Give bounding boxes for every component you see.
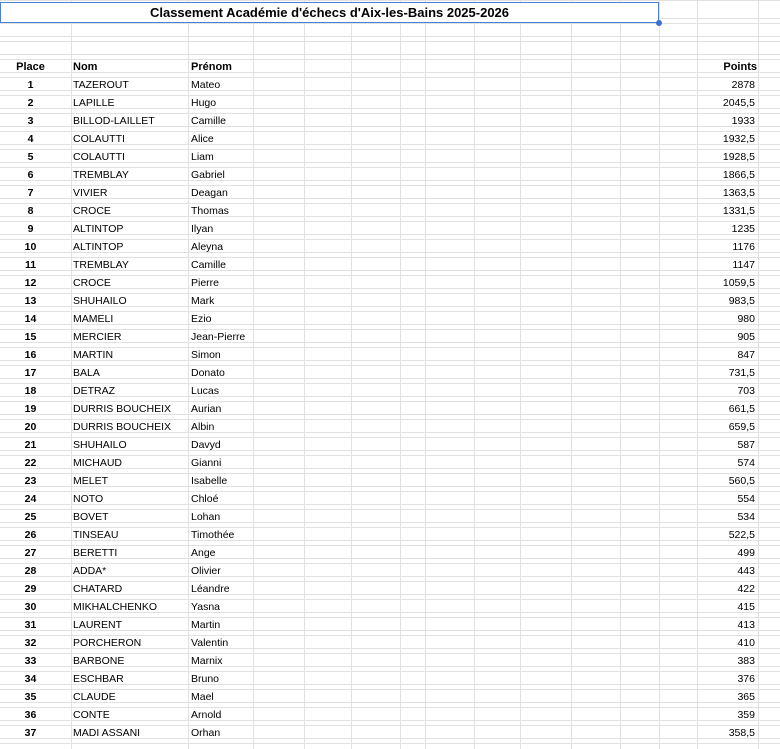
- cell-nom[interactable]: SHUHAILO: [73, 439, 127, 451]
- cell-prenom[interactable]: Alice: [191, 133, 214, 145]
- cell-prenom[interactable]: Lucas: [191, 385, 220, 397]
- cell-points[interactable]: 554: [737, 493, 755, 505]
- cell-points[interactable]: 980: [737, 313, 755, 325]
- cell-place[interactable]: 24: [24, 493, 37, 505]
- cell-place[interactable]: 14: [24, 313, 37, 325]
- cell-prenom[interactable]: Orhan: [191, 727, 221, 739]
- row-gridline: [0, 545, 780, 546]
- cell-nom[interactable]: CLAUDE: [73, 691, 116, 703]
- cell-points[interactable]: 905: [737, 331, 755, 343]
- row-gridline: [0, 383, 780, 384]
- cell-prenom[interactable]: Camille: [191, 259, 227, 271]
- cell-place[interactable]: 7: [27, 187, 34, 199]
- row-gridline: [0, 77, 780, 78]
- cell-prenom[interactable]: Ezio: [191, 313, 212, 325]
- cell-prenom[interactable]: Pierre: [191, 277, 220, 289]
- cell-points[interactable]: 1928,5: [722, 151, 755, 163]
- cell-nom[interactable]: TREMBLAY: [73, 169, 129, 181]
- cell-prenom[interactable]: Gianni: [191, 457, 222, 469]
- cell-nom[interactable]: BERETTI: [73, 547, 118, 559]
- row-gridline: [0, 365, 780, 366]
- cell-prenom[interactable]: Albin: [191, 421, 215, 433]
- cell-nom[interactable]: MICHAUD: [73, 457, 122, 469]
- cell-place[interactable]: 28: [24, 565, 37, 577]
- cell-place[interactable]: 12: [24, 277, 37, 289]
- cell-nom[interactable]: DURRIS BOUCHEIX: [73, 403, 172, 415]
- cell-place[interactable]: 36: [24, 709, 37, 721]
- cell-nom[interactable]: CROCE: [73, 277, 111, 289]
- cell-prenom[interactable]: Timothée: [191, 529, 235, 541]
- cell-nom[interactable]: CROCE: [73, 205, 111, 217]
- cell-points[interactable]: 2878: [731, 79, 755, 91]
- cell-prenom[interactable]: Arnold: [191, 709, 222, 721]
- row-gridline: [0, 437, 780, 438]
- cell-nom[interactable]: ESCHBAR: [73, 673, 124, 685]
- cell-prenom[interactable]: Olivier: [191, 565, 221, 577]
- cell-place[interactable]: 18: [24, 385, 37, 397]
- cell-points[interactable]: 410: [737, 637, 755, 649]
- cell-place[interactable]: 21: [24, 439, 37, 451]
- cell-points[interactable]: 703: [737, 385, 755, 397]
- cell-nom[interactable]: COLAUTTI: [73, 151, 125, 163]
- header-points[interactable]: Points: [723, 61, 757, 73]
- cell-points[interactable]: 731,5: [728, 367, 755, 379]
- row-gridline: [0, 419, 780, 420]
- cell-prenom[interactable]: Valentin: [191, 637, 229, 649]
- row-gridline: [0, 275, 780, 276]
- cell-prenom[interactable]: Simon: [191, 349, 221, 361]
- row-gridline: [0, 689, 780, 690]
- cell-nom[interactable]: MERCIER: [73, 331, 122, 343]
- cell-place[interactable]: 35: [24, 691, 37, 703]
- cell-place[interactable]: 2: [27, 97, 34, 109]
- cell-points[interactable]: 1059,5: [722, 277, 755, 289]
- row-gridline: [0, 635, 780, 636]
- cell-nom[interactable]: VIVIER: [73, 187, 108, 199]
- cell-place[interactable]: 3: [27, 115, 34, 127]
- cell-prenom[interactable]: Liam: [191, 151, 214, 163]
- cell-nom[interactable]: ADDA*: [73, 565, 107, 577]
- cell-nom[interactable]: NOTO: [73, 493, 104, 505]
- row-gridline: [0, 599, 780, 600]
- cell-points[interactable]: 983,5: [728, 295, 755, 307]
- cell-points[interactable]: 1932,5: [722, 133, 755, 145]
- cell-nom[interactable]: BALA: [73, 367, 100, 379]
- cell-nom[interactable]: MARTIN: [73, 349, 114, 361]
- row-gridline: [0, 257, 780, 258]
- row-gridline: [0, 491, 780, 492]
- row-gridline: [0, 311, 780, 312]
- cell-points[interactable]: 359: [737, 709, 755, 721]
- cell-place[interactable]: 37: [24, 727, 37, 739]
- row-gridline: [0, 149, 780, 150]
- title-cell[interactable]: [0, 2, 659, 23]
- cell-prenom[interactable]: Isabelle: [191, 475, 228, 487]
- cell-prenom[interactable]: Jean-Pierre: [191, 331, 246, 343]
- cell-points[interactable]: 1933: [731, 115, 755, 127]
- cell-nom[interactable]: MADI ASSANI: [73, 727, 141, 739]
- cell-nom[interactable]: ALTINTOP: [73, 241, 124, 253]
- cell-nom[interactable]: CONTE: [73, 709, 110, 721]
- cell-prenom[interactable]: Martin: [191, 619, 221, 631]
- cell-place[interactable]: 32: [24, 637, 37, 649]
- cell-place[interactable]: 23: [24, 475, 37, 487]
- cell-points[interactable]: 522,5: [728, 529, 755, 541]
- cell-place[interactable]: 29: [24, 583, 37, 595]
- cell-prenom[interactable]: Mark: [191, 295, 215, 307]
- row-gridline: [0, 203, 780, 204]
- header-nom[interactable]: Nom: [73, 61, 98, 73]
- cell-place[interactable]: 13: [24, 295, 37, 307]
- row-gridline: [0, 707, 780, 708]
- cell-prenom[interactable]: Chloé: [191, 493, 219, 505]
- cell-points[interactable]: 1331,5: [722, 205, 755, 217]
- cell-points[interactable]: 587: [737, 439, 755, 451]
- cell-nom[interactable]: MIKHALCHENKO: [73, 601, 158, 613]
- cell-place[interactable]: 15: [24, 331, 37, 343]
- cell-prenom[interactable]: Gabriel: [191, 169, 225, 181]
- row-gridline: [0, 743, 780, 744]
- cell-place[interactable]: 9: [27, 223, 34, 235]
- header-place[interactable]: Place: [16, 61, 45, 73]
- cell-place[interactable]: 8: [27, 205, 34, 217]
- row-gridline: [0, 509, 780, 510]
- cell-nom[interactable]: MELET: [73, 475, 109, 487]
- cell-prenom[interactable]: Mael: [191, 691, 214, 703]
- row-gridline: [0, 59, 780, 60]
- row-gridline: [0, 95, 780, 96]
- cell-points[interactable]: 560,5: [728, 475, 755, 487]
- cell-place[interactable]: 6: [27, 169, 34, 181]
- cell-points[interactable]: 376: [737, 673, 755, 685]
- row-gridline: [0, 41, 780, 42]
- cell-place[interactable]: 27: [24, 547, 37, 559]
- cell-nom[interactable]: LAPILLE: [73, 97, 115, 109]
- cell-place[interactable]: 34: [24, 673, 37, 685]
- cell-nom[interactable]: CHATARD: [73, 583, 123, 595]
- cell-nom[interactable]: DURRIS BOUCHEIX: [73, 421, 172, 433]
- cell-prenom[interactable]: Camille: [191, 115, 227, 127]
- cell-prenom[interactable]: Thomas: [191, 205, 229, 217]
- row-gridline: [0, 347, 780, 348]
- cell-points[interactable]: 661,5: [728, 403, 755, 415]
- cell-prenom[interactable]: Hugo: [191, 97, 217, 109]
- cell-points[interactable]: 413: [737, 619, 755, 631]
- row-gridline: [0, 131, 780, 132]
- cell-points[interactable]: 1176: [732, 241, 755, 253]
- cell-points[interactable]: 365: [737, 691, 755, 703]
- row-gridline: [0, 167, 780, 168]
- selection-fill-handle[interactable]: [656, 20, 662, 26]
- cell-prenom[interactable]: Aurian: [191, 403, 222, 415]
- cell-points[interactable]: 574: [737, 457, 755, 469]
- cell-place[interactable]: 1: [27, 79, 34, 91]
- cell-prenom[interactable]: Marnix: [191, 655, 223, 667]
- row-gridline: [0, 401, 780, 402]
- cell-prenom[interactable]: Davyd: [191, 439, 221, 451]
- row-gridline: [0, 239, 780, 240]
- cell-place[interactable]: 11: [24, 259, 37, 271]
- cell-prenom[interactable]: Ilyan: [191, 223, 214, 235]
- cell-nom[interactable]: COLAUTTI: [73, 133, 125, 145]
- cell-points[interactable]: 499: [737, 547, 755, 559]
- cell-prenom[interactable]: Aleyna: [191, 241, 224, 253]
- row-gridline: [0, 473, 780, 474]
- cell-prenom[interactable]: Deagan: [191, 187, 228, 199]
- row-gridline: [0, 653, 780, 654]
- cell-prenom[interactable]: Donato: [191, 367, 225, 379]
- cell-points[interactable]: 659,5: [728, 421, 755, 433]
- cell-nom[interactable]: BILLOD-LAILLET: [73, 115, 155, 127]
- cell-nom[interactable]: SHUHAILO: [73, 295, 127, 307]
- sheet-title: Classement Académie d'échecs d'Aix-les-Bains 2025-2026: [149, 5, 510, 20]
- cell-nom[interactable]: TREMBLAY: [73, 259, 129, 271]
- cell-place[interactable]: 10: [24, 241, 37, 253]
- cell-points[interactable]: 415: [737, 601, 755, 613]
- cell-points[interactable]: 2045,5: [722, 97, 755, 109]
- cell-nom[interactable]: ALTINTOP: [73, 223, 124, 235]
- row-gridline: [0, 329, 780, 330]
- cell-place[interactable]: 25: [24, 511, 37, 523]
- cell-nom[interactable]: LAURENT: [73, 619, 123, 631]
- cell-points[interactable]: 1363,5: [722, 187, 755, 199]
- cell-place[interactable]: 26: [24, 529, 37, 541]
- cell-prenom[interactable]: Lohan: [191, 511, 221, 523]
- header-prenom[interactable]: Prénom: [191, 61, 232, 73]
- row-gridline: [0, 185, 780, 186]
- cell-nom[interactable]: MAMELI: [73, 313, 114, 325]
- cell-points[interactable]: 534: [737, 511, 755, 523]
- cell-place[interactable]: 30: [24, 601, 37, 613]
- cell-prenom[interactable]: Léandre: [191, 583, 230, 595]
- cell-nom[interactable]: TAZEROUT: [73, 79, 129, 91]
- cell-points[interactable]: 1235: [731, 223, 755, 235]
- cell-points[interactable]: 383: [737, 655, 755, 667]
- cell-points[interactable]: 422: [737, 583, 755, 595]
- row-gridline: [0, 581, 780, 582]
- cell-prenom[interactable]: Bruno: [191, 673, 220, 685]
- cell-place[interactable]: 19: [24, 403, 37, 415]
- cell-prenom[interactable]: Mateo: [191, 79, 221, 91]
- cell-prenom[interactable]: Yasna: [191, 601, 220, 613]
- cell-place[interactable]: 5: [27, 151, 34, 163]
- cell-points[interactable]: 1147: [732, 259, 755, 271]
- row-gridline: [0, 725, 780, 726]
- cell-place[interactable]: 33: [24, 655, 37, 667]
- cell-nom[interactable]: BARBONE: [73, 655, 125, 667]
- cell-prenom[interactable]: Ange: [191, 547, 216, 559]
- cell-place[interactable]: 4: [27, 133, 34, 145]
- cell-place[interactable]: 22: [24, 457, 37, 469]
- cell-points[interactable]: 358,5: [728, 727, 755, 739]
- row-gridline: [0, 455, 780, 456]
- row-gridline: [0, 23, 780, 24]
- cell-place[interactable]: 20: [24, 421, 37, 433]
- row-gridline: [0, 221, 780, 222]
- row-gridline: [0, 527, 780, 528]
- cell-points[interactable]: 847: [737, 349, 755, 361]
- cell-nom[interactable]: DETRAZ: [73, 385, 115, 397]
- cell-nom[interactable]: PORCHERON: [73, 637, 142, 649]
- cell-place[interactable]: 31: [24, 619, 37, 631]
- cell-nom[interactable]: TINSEAU: [73, 529, 119, 541]
- cell-points[interactable]: 1866,5: [722, 169, 755, 181]
- row-gridline: [0, 671, 780, 672]
- row-gridline: [0, 293, 780, 294]
- cell-place[interactable]: 17: [24, 367, 37, 379]
- row-gridline: [0, 617, 780, 618]
- cell-points[interactable]: 443: [737, 565, 755, 577]
- row-gridline: [0, 113, 780, 114]
- cell-place[interactable]: 16: [24, 349, 37, 361]
- cell-nom[interactable]: BOVET: [73, 511, 109, 523]
- row-gridline: [0, 563, 780, 564]
